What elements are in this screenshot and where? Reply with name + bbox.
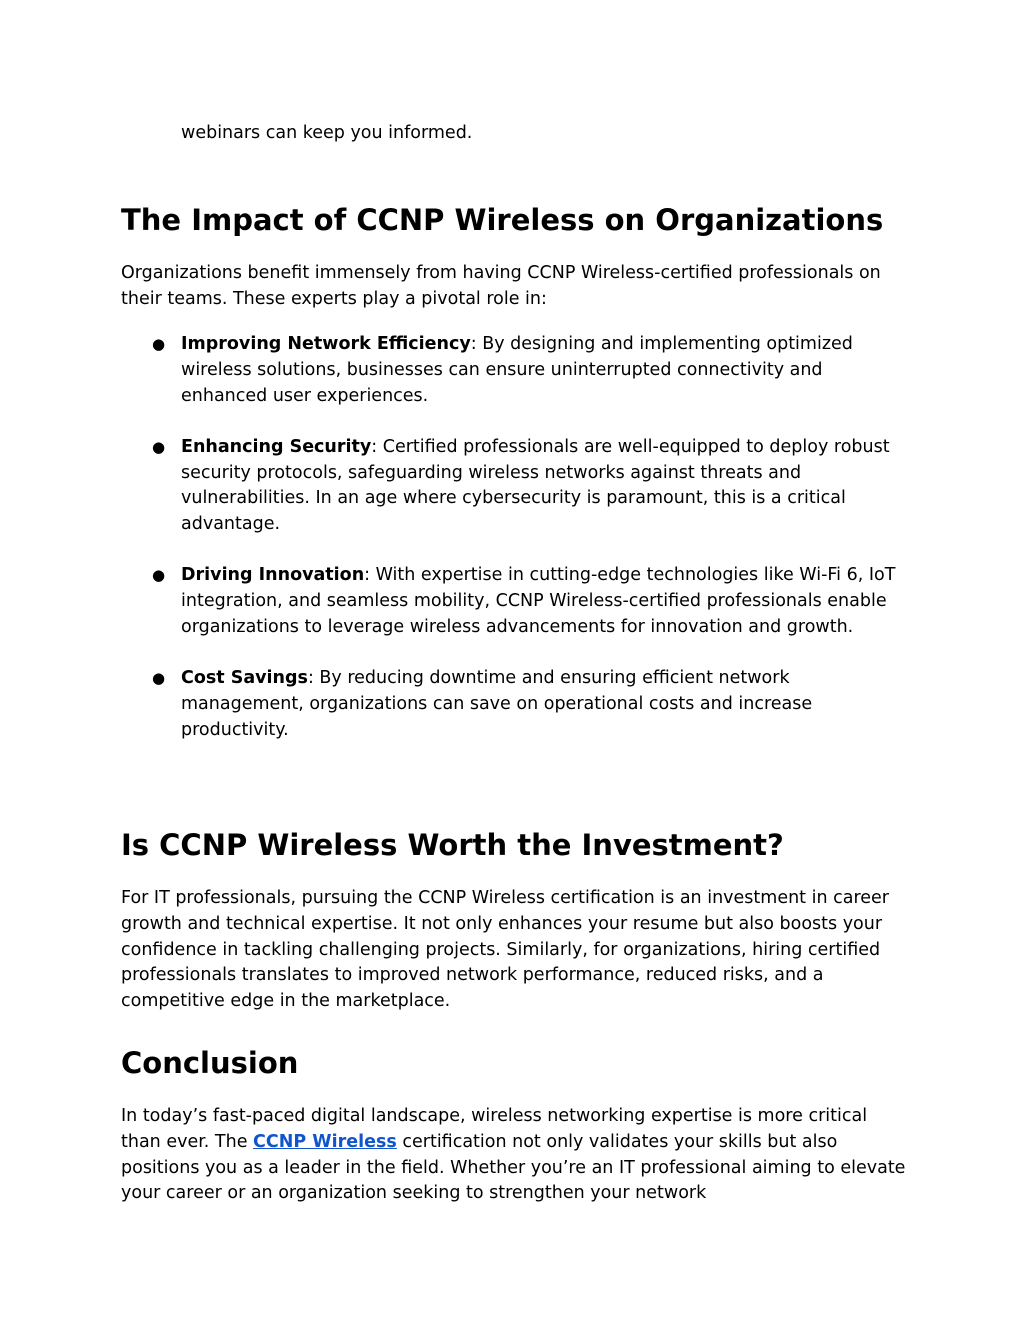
- list-item: [121, 666, 911, 743]
- conclusion-text-after: certification not only validates your skills but also positions you as a leader in the field. Whether you’re an IT professional aiming to elevate your career or an organization seeking to strengthen your network: [121, 1131, 906, 1204]
- paragraph-conclusion: [121, 1104, 911, 1207]
- bullet-text: : Certified professionals are well-equipped to deploy robust security protocols, safeguarding wireless networks against threats and vulnerabilities. In an age where cybersecurity is paramount, this is a critical advantage.: [181, 436, 890, 535]
- heading-worth: Is CCNP Wireless Worth the Investment?: [121, 828, 784, 862]
- heading-conclusion: Conclusion: [121, 1046, 299, 1080]
- bullet-text: : By designing and implementing optimized wireless solutions, businesses can ensure uninterrupted connectivity and enhanced user experiences.: [181, 334, 853, 406]
- bullet-term: Enhancing Security: [181, 436, 372, 457]
- list-item: [121, 332, 911, 409]
- bullet-text: : With expertise in cutting-edge technologies like Wi-Fi 6, IoT integration, and seamless mobility, CCNP Wireless-certified professionals enable organizations to leverage wireless advancements for innovation and growth.: [181, 565, 896, 637]
- heading-impact: The Impact of CCNP Wireless on Organizations: [121, 203, 884, 237]
- bullet-icon: ●: [152, 437, 166, 456]
- bullet-term: Cost Savings: [181, 668, 308, 689]
- conclusion-text-before: In today’s fast-paced digital landscape, wireless networking expertise is more critical than ever. The: [121, 1106, 868, 1152]
- ccnp-wireless-link[interactable]: CCNP Wireless: [253, 1131, 397, 1152]
- paragraph-impact-intro: Organizations benefit immensely from having CCNP Wireless-certified professionals on their teams. These experts play a pivotal role in:: [121, 263, 881, 309]
- impact-bullet-list: [121, 332, 921, 769]
- list-item: [121, 563, 911, 640]
- bullet-term: Driving Innovation: [181, 565, 365, 586]
- paragraph-worth: For IT professionals, pursuing the CCNP Wireless certification is an investment in career growth and technical expertise. It not only enhances your resume but also boosts your confidence in tackling challenging projects. Similarly, for organizations, hiring certified professionals translates to improved network performance, reduced risks, and a competitive edge in the marketplace.: [121, 888, 890, 1012]
- continuation-text: webinars can keep you informed.: [181, 123, 473, 143]
- bullet-icon: ●: [152, 566, 166, 585]
- bullet-term: Improving Network Efficiency: [181, 334, 471, 354]
- list-item: [121, 435, 911, 538]
- bullet-text: : By reducing downtime and ensuring efficient network management, organizations can save on operational costs and increase productivity.: [181, 668, 813, 740]
- bullet-icon: ●: [152, 335, 166, 353]
- bullet-icon: ●: [152, 669, 166, 688]
